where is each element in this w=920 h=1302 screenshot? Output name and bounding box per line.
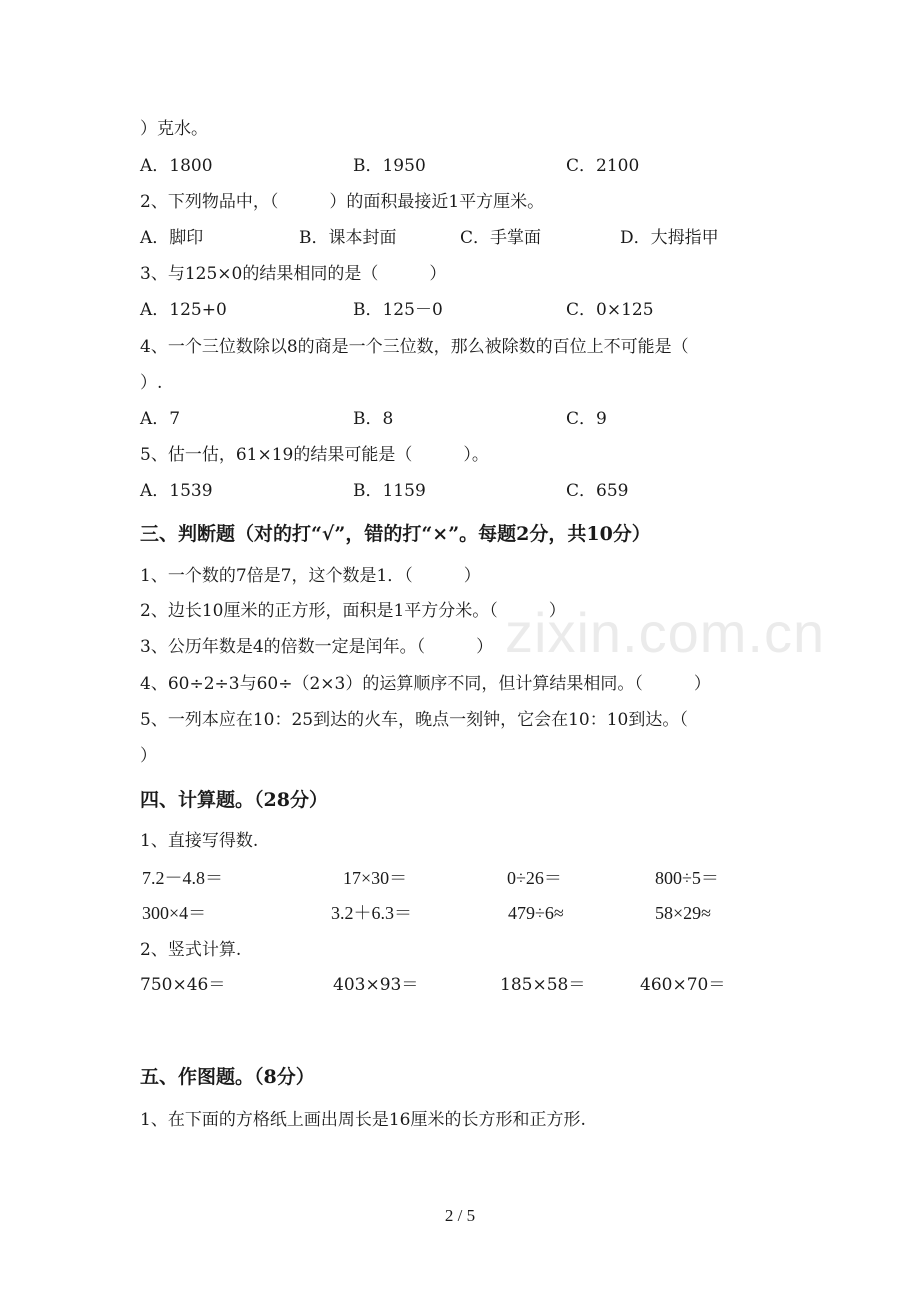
q4-option-c: C．9 (566, 409, 607, 429)
q5-text: 5、估一估，61×19的结果可能是（ ）。 (140, 445, 489, 465)
calc-r1-c3: 0÷26＝ (507, 868, 562, 888)
judge-item-4: 4、60÷2÷3与60÷（2×3）的运算顺序不同，但计算结果相同。（ ） (140, 674, 711, 694)
calc-r2-c2: 3.2＋6.3＝ (331, 903, 412, 923)
page-number: 2 / 5 (444, 1206, 476, 1225)
watermark: zixin.com.cn (505, 601, 826, 664)
judge-item-3: 3、公历年数是4的倍数一定是闰年。（ ） (140, 637, 494, 657)
judge-item-5: 5、一列本应在10：25到达的火车，晚点一刻钟，它会在10：10到达。（ (140, 710, 688, 730)
q1-option-a: A．1800 (140, 156, 213, 176)
calc-r2-c4: 58×29≈ (655, 903, 712, 923)
judge-item-1: 1、一个数的7倍是7，这个数是1．（ ） (140, 566, 481, 586)
judge-item-5-tail: ） (140, 746, 157, 766)
judge-item-2: 2、边长10厘米的正方形，面积是1平方分米。（ ） (140, 601, 566, 621)
q2-text: 2、下列物品中，（ ）的面积最接近1平方厘米。 (140, 192, 545, 212)
vertical-calc-2: 403×93＝ (333, 975, 419, 995)
calc-r1-c4: 800÷5＝ (655, 868, 719, 888)
q3-option-a: A．125+0 (140, 300, 227, 320)
vertical-calc-4: 460×70＝ (640, 975, 726, 995)
q1-tail: ）克水。 (140, 119, 208, 139)
drawing-q1: 1、在下面的方格纸上画出周长是16厘米的长方形和正方形. (140, 1110, 586, 1130)
q5-option-b: B．1159 (353, 481, 426, 501)
q4-option-a: A．7 (140, 409, 181, 429)
calc-r2-c3: 479÷6≈ (508, 903, 564, 923)
calc-r1-c1: 7.2－4.8＝ (142, 868, 223, 888)
calc-sub1: 1、直接写得数. (140, 831, 259, 851)
q2-option-b: B．课本封面 (299, 228, 397, 248)
q1-option-b: B．1950 (353, 156, 426, 176)
q2-option-a: A．脚印 (140, 228, 204, 248)
q4-text: 4、一个三位数除以8的商是一个三位数，那么被除数的百位上不可能是（ (140, 337, 689, 357)
q3-text: 3、与125×0的结果相同的是（ ） (140, 264, 447, 284)
q2-option-c: C．手掌面 (460, 228, 542, 248)
q1-option-c: C．2100 (566, 156, 640, 176)
section3-title: 三、判断题（对的打“√”，错的打“×”。每题2分，共10分） (140, 523, 651, 545)
vertical-calc-3: 185×58＝ (500, 975, 586, 995)
q4-tail: ）. (140, 373, 163, 393)
q5-option-c: C．659 (566, 481, 629, 501)
calc-r1-c2: 17×30＝ (343, 868, 408, 888)
q4-option-b: B．8 (353, 409, 394, 429)
calc-sub2: 2、竖式计算. (140, 940, 242, 960)
vertical-calc-1: 750×46＝ (140, 975, 226, 995)
section5-title: 五、作图题。（8分） (140, 1066, 315, 1088)
section4-title: 四、计算题。（28分） (140, 789, 328, 811)
q2-option-d: D．大拇指甲 (620, 228, 719, 248)
q3-option-c: C．0×125 (566, 300, 654, 320)
q5-option-a: A．1539 (140, 481, 213, 501)
calc-r2-c1: 300×4＝ (142, 903, 207, 923)
q3-option-b: B．125－0 (353, 300, 443, 320)
